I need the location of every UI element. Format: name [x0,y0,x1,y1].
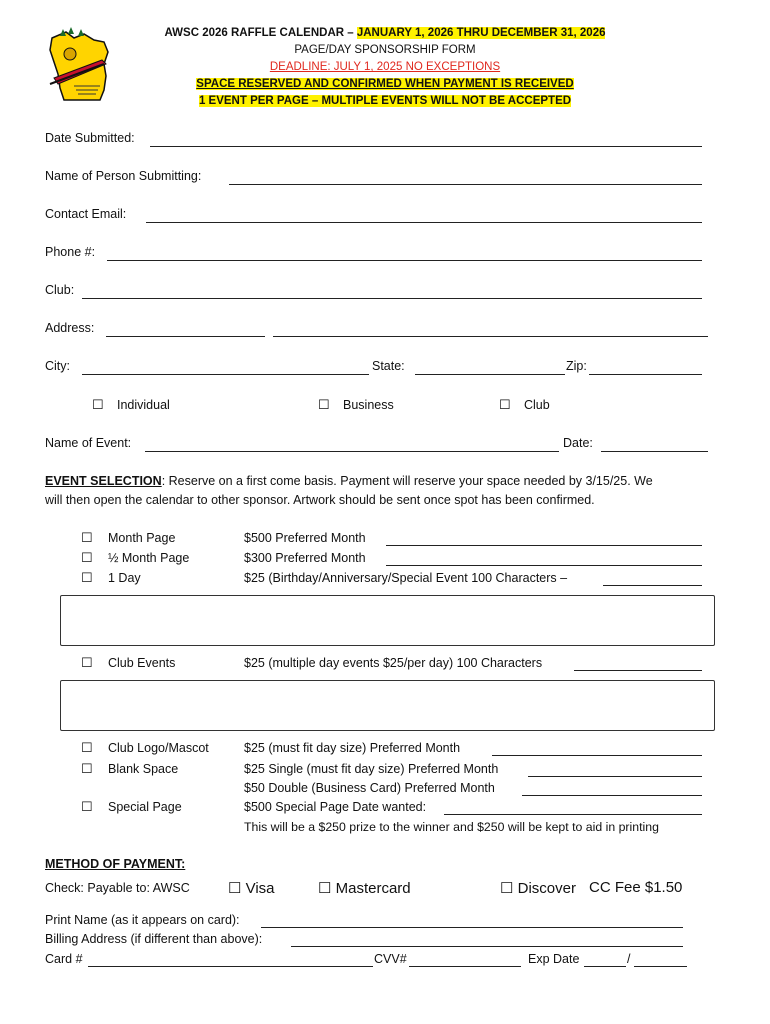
half-month-preferred-input[interactable] [386,565,702,566]
club-input[interactable] [82,298,702,299]
event-date-label: Date: [563,436,593,450]
special-page-checkbox[interactable]: ☐ [81,799,93,814]
club-events-price: $25 (multiple day events $25/per day) 100 Characters [244,656,543,670]
check-payable-label: Check: Payable to: AWSC [45,881,190,895]
address-input-1[interactable] [106,336,265,337]
address-label: Address: [45,321,95,335]
club-logo-preferred-input[interactable] [492,755,702,756]
blank-single-price: $25 Single (must fit day size) Preferred Month [244,762,499,776]
print-name-label: Print Name (as it appears on card): [45,913,240,927]
event-limit-notice: 1 EVENT PER PAGE – MULTIPLE EVENTS WILL NOT BE ACCEPTED [198,95,572,107]
address-input-2[interactable] [273,336,708,337]
blank-space-checkbox[interactable]: ☐ [81,761,93,776]
blank-double-input[interactable] [522,795,702,796]
zip-input[interactable] [589,374,702,375]
month-page-checkbox[interactable]: ☐ [81,530,93,545]
business-label: Business [343,398,394,412]
special-page-price: $500 Special Page Date wanted: [244,800,427,814]
special-page-note: This will be a $250 prize to the winner and $250 will be kept to aid in printing [244,820,659,834]
month-page-price: $500 Preferred Month [244,531,366,545]
one-day-label: 1 Day [108,571,141,585]
name-submitting-input[interactable] [229,184,702,185]
individual-label: Individual [117,398,170,412]
club-type-label: Club [524,398,550,412]
state-input[interactable] [415,374,565,375]
one-day-text-box[interactable] [60,595,715,646]
billing-address-label: Billing Address (if different than above): [45,932,263,946]
city-label: City: [45,359,70,373]
form-subtitle: PAGE/DAY SPONSORSHIP FORM [294,44,476,56]
special-page-label: Special Page [108,800,182,814]
phone-label: Phone #: [45,245,96,259]
name-of-event-label: Name of Event: [45,436,132,450]
month-page-label: Month Page [108,531,176,545]
one-day-input[interactable] [603,585,702,586]
club-label: Club: [45,283,75,297]
individual-checkbox[interactable]: ☐ [92,397,104,412]
cvv-input[interactable] [409,966,521,967]
exp-month-input[interactable] [584,966,626,967]
exp-separator: / [627,952,631,966]
city-input[interactable] [82,374,369,375]
club-events-input[interactable] [574,670,702,671]
card-number-label: Card # [45,952,83,966]
date-submitted-label: Date Submitted: [45,131,135,145]
contact-email-label: Contact Email: [45,207,127,221]
name-of-event-input[interactable] [145,451,559,452]
club-checkbox[interactable]: ☐ [499,397,511,412]
exp-date-label: Exp Date [528,952,580,966]
special-page-date-input[interactable] [444,814,702,815]
card-number-input[interactable] [88,966,373,967]
blank-double-price: $50 Double (Business Card) Preferred Month [244,781,495,795]
half-month-label: ½ Month Page [108,551,190,565]
club-events-text-box[interactable] [60,680,715,731]
deadline-notice: DEADLINE: JULY 1, 2025 NO EXCEPTIONS [269,61,501,73]
contact-email-input[interactable] [146,222,702,223]
event-selection-paragraph-2: will then open the calendar to other sponsor. Artwork should be sent once spot has been confirmed. [45,493,595,507]
blank-single-input[interactable] [528,776,702,777]
blank-space-label: Blank Space [108,762,179,776]
phone-input[interactable] [107,260,702,261]
date-submitted-input[interactable] [150,146,702,147]
half-month-checkbox[interactable]: ☐ [81,550,93,565]
club-logo-checkbox[interactable]: ☐ [81,740,93,755]
club-logo-label: Club Logo/Mascot [108,741,209,755]
print-name-input[interactable] [261,927,683,928]
cc-fee-label: CC Fee $1.50 [589,879,683,896]
half-month-price: $300 Preferred Month [244,551,366,565]
name-submitting-label: Name of Person Submitting: [45,169,202,183]
zip-label: Zip: [566,359,587,373]
event-selection-paragraph: EVENT SELECTION: Reserve on a first come basis. Payment will reserve your space needed by 3/15/25. We [45,474,653,488]
club-logo-price: $25 (must fit day size) Preferred Month [244,741,461,755]
exp-year-input[interactable] [634,966,687,967]
event-date-input[interactable] [601,451,708,452]
event-selection-heading: EVENT SELECTION [45,474,162,488]
visa-checkbox[interactable]: ☐ Visa [228,880,275,897]
payment-heading: METHOD OF PAYMENT: [45,857,186,871]
club-events-label: Club Events [108,656,176,670]
form-title: AWSC 2026 RAFFLE CALENDAR – JANUARY 1, 2026 THRU DECEMBER 31, 2026 [164,27,606,39]
month-page-preferred-input[interactable] [386,545,702,546]
club-events-checkbox[interactable]: ☐ [81,655,93,670]
one-day-price: $25 (Birthday/Anniversary/Special Event 100 Characters – [244,571,568,585]
state-label: State: [372,359,405,373]
payment-notice: SPACE RESERVED AND CONFIRMED WHEN PAYMENT IS RECEIVED [196,78,574,90]
cvv-label: CVV# [374,952,407,966]
business-checkbox[interactable]: ☐ [318,397,330,412]
mastercard-checkbox[interactable]: ☐ Mastercard [318,880,411,897]
discover-checkbox[interactable]: ☐ Discover [500,880,576,897]
one-day-checkbox[interactable]: ☐ [81,570,93,585]
billing-address-input[interactable] [291,946,683,947]
